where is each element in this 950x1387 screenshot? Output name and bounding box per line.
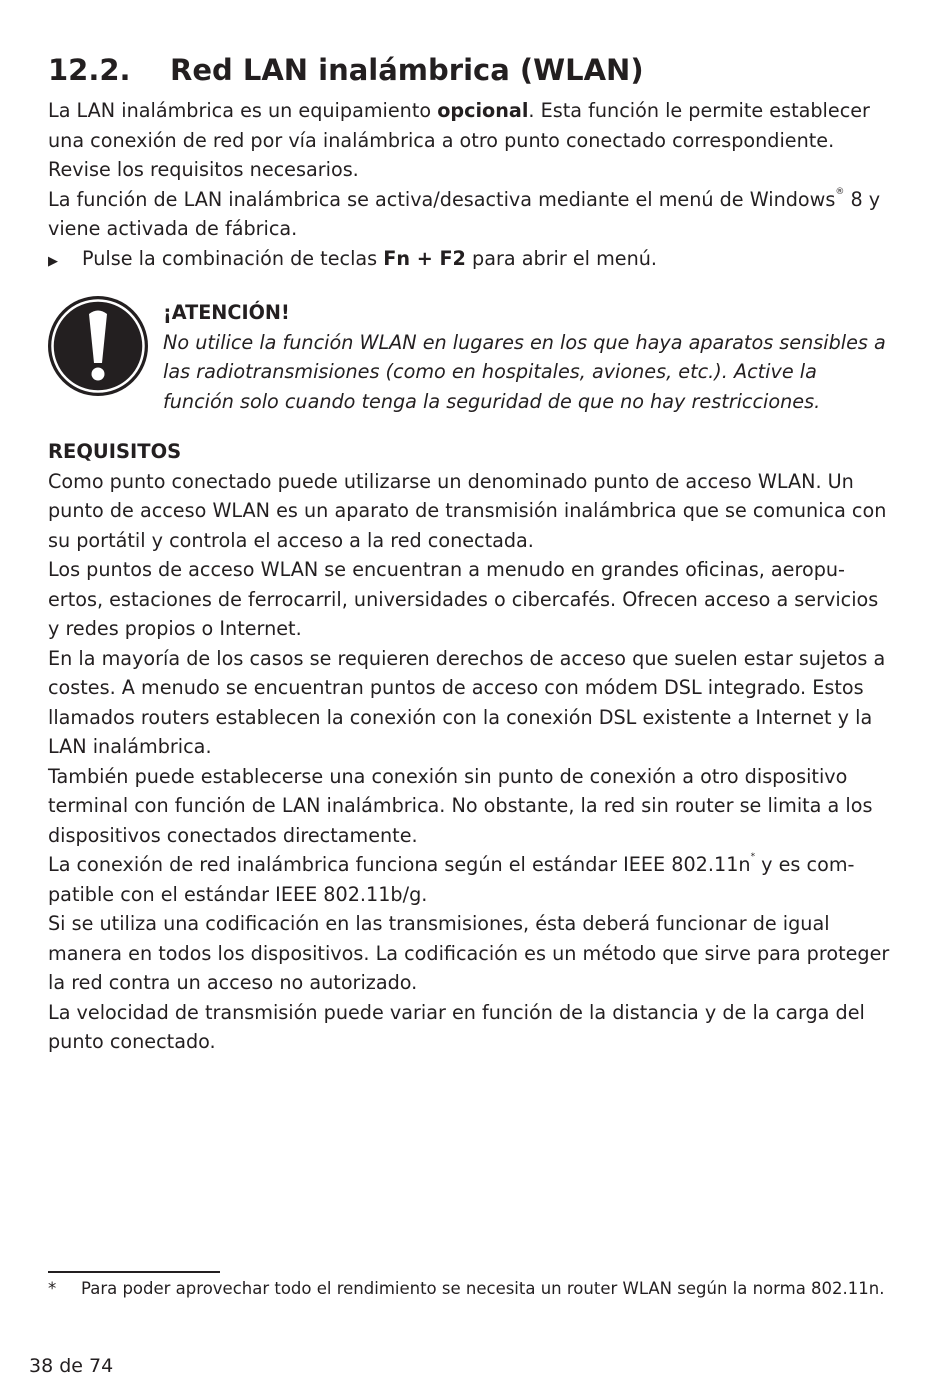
standard-text: y es compatible con el estándar IEEE 802.11b/g. [48, 853, 855, 906]
page-number: 38 de 74 [29, 1355, 114, 1377]
instruction-text-part: Pulse la combinación de teclas [82, 246, 384, 270]
warning-box [163, 298, 887, 416]
requirements-paragraph-1: Como punto conectado puede utilizarse un denominado punto de acceso WLAN. Un punto de acceso WLAN es un aparato de transmisión inalámbrica que se comunica con su portátil y controla el acceso a la red conectada. [48, 469, 887, 552]
intro-text: La LAN inalámbrica es un equipamiento [48, 99, 438, 122]
intro-paragraph-1 [48, 96, 890, 185]
intro-text: 8 y viene activada de fábrica. [48, 187, 881, 240]
requirements-paragraph-4: También puede establecerse una conexión sin punto de conexión a otro dispositivo terminal con función de LAN inalámbrica. No obstante, la red sin router se limita a los dispositivos conectados directamente. [48, 764, 873, 847]
footnote [48, 1277, 890, 1300]
section-heading [48, 52, 644, 88]
key-combination: Fn + F2 [383, 246, 466, 270]
requirements-paragraph-5 [48, 850, 890, 909]
footnote-mark: * [48, 1279, 57, 1298]
instruction-text-part: para abrir el menú. [465, 246, 658, 270]
footnote-divider [48, 1271, 220, 1273]
instruction-text [82, 244, 657, 274]
requirements-paragraph-6: Si se utiliza una codificación en las transmisiones, ésta deberá funcionar de igual manera en todos los dispositivos. La codificación es un método que sirve para proteger la red contra un acceso no autorizado. [48, 912, 890, 994]
requirements-paragraph-2: Los puntos de acceso WLAN se encuentran a menudo en grandes oficinas, aeropuertos, estaciones de ferrocarril, universidades o cibercafés. Ofrecen acceso a servicios y redes propios o Internet. [48, 558, 879, 640]
intro-paragraph-2 [48, 185, 890, 244]
warning-title: ¡ATENCIÓN! [163, 301, 290, 324]
requirements-paragraph-3: En la mayoría de los casos se requieren derechos de acceso que suelen estar sujetos a costes. A menudo se encuentran puntos de acceso con módem DSL integrado. Estos llamados routers establecen la conexión con la conexión DSL existente a Internet y la LAN inalámbrica. [48, 646, 886, 758]
intro-text: . Esta función le permite establecer una conexión de red por vía inalámbrica a otro punto conectado correspondiente. Revise los requisitos necesarios. [48, 99, 870, 181]
instruction-bullet [48, 244, 890, 277]
footnote-text: Para poder aprovechar todo el rendimiento se necesita un router WLAN según la norma 802.11n. [81, 1279, 885, 1298]
registered-mark: ® [835, 186, 845, 197]
intro-text: La función de LAN inalámbrica se activa/desactiva mediante el menú de Windows [48, 187, 836, 211]
section-number: 12.2. [48, 53, 131, 87]
requirements-block [48, 437, 890, 1057]
intro-block [48, 96, 890, 276]
standard-text: La conexión de red inalámbrica funciona según el estándar IEEE 802.11n [48, 853, 751, 876]
footnote-reference[interactable]: * [750, 852, 756, 862]
right-triangle-icon: ▶ [48, 253, 58, 269]
exclamation-circle-icon [46, 294, 150, 398]
warning-body: No utilice la función WLAN en lugares en los que haya aparatos sensibles a las radiotransmisiones (como en hospitales, aviones, etc.). Active la función solo cuando tenga la seguridad de que no hay restricciones. [163, 330, 886, 413]
section-title: Red LAN inalámbrica (WLAN) [170, 53, 644, 87]
requirements-heading: REQUISITOS [48, 440, 182, 463]
requirements-paragraph-7: La velocidad de transmisión puede variar en función de la distancia y de la carga del punto conectado. [48, 1000, 865, 1053]
optional-emphasis: opcional [437, 99, 529, 122]
